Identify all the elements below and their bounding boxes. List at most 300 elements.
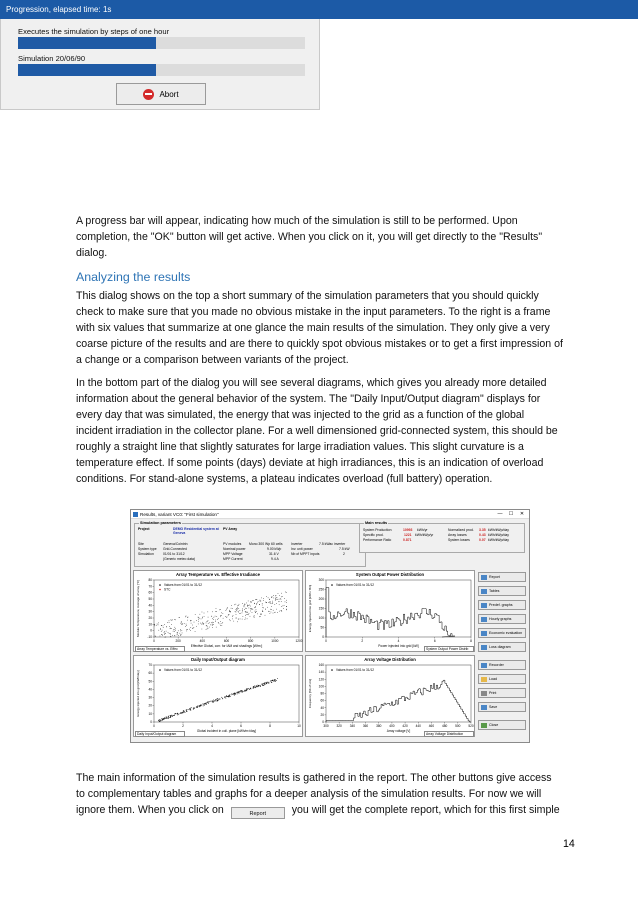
data-point (215, 616, 216, 617)
data-point (191, 707, 192, 708)
chart-select-dropdown[interactable]: Array Voltage Distribution (424, 731, 474, 737)
data-point (177, 634, 178, 635)
data-point (182, 630, 183, 631)
data-point (222, 698, 223, 699)
x-tick-label: 8 (470, 639, 472, 643)
data-point (186, 631, 187, 632)
data-point (255, 612, 256, 613)
site-value: Geneva/Cointrin (163, 542, 188, 546)
tables-button[interactable] (478, 586, 526, 596)
y-tick-label: 250 (318, 587, 324, 592)
project-value: DEMO Residential system at Geneva (173, 527, 219, 535)
loss-diagram-button[interactable] (478, 642, 526, 652)
mpp-voltage-label: MPP Voltage (223, 552, 243, 556)
data-point (184, 712, 185, 713)
y-tick-label: 40 (148, 603, 152, 608)
button-label: Tables (489, 589, 500, 593)
data-point (246, 608, 247, 609)
data-point (259, 616, 260, 617)
button-label: Economic evaluation (489, 631, 523, 635)
data-point (248, 601, 249, 602)
normalized-prod-value: 3.35 (479, 528, 486, 532)
data-point (208, 702, 209, 703)
data-point (162, 634, 163, 635)
data-point (217, 700, 218, 701)
data-point (212, 702, 213, 703)
data-point (247, 689, 248, 690)
hourly-graphs-button[interactable] (478, 614, 526, 624)
data-point (206, 703, 207, 704)
data-point (246, 690, 247, 691)
data-point (215, 621, 216, 622)
x-axis-label: Array voltage [V] (386, 729, 411, 733)
data-point (161, 631, 162, 632)
data-point (242, 610, 243, 611)
data-point (262, 611, 263, 612)
y-tick-label: 80 (148, 578, 152, 582)
y-axis-label: Module Temperature, Average of array [°C] (136, 580, 140, 637)
data-point (167, 717, 168, 718)
data-point (192, 625, 193, 626)
y-tick-label: 10 (148, 711, 152, 716)
y-tick-label: 80 (320, 691, 324, 696)
abort-label: Abort (159, 89, 179, 99)
y-tick-label: 30 (148, 609, 152, 614)
save-button[interactable] (478, 702, 526, 712)
data-point (253, 687, 254, 688)
y-tick-label: 120 (318, 677, 324, 682)
data-point (251, 601, 252, 602)
x-tick-label: 340 (349, 724, 356, 728)
data-point (218, 618, 219, 619)
data-point (242, 691, 243, 692)
minimize-button[interactable]: — (497, 511, 503, 517)
data-point (237, 692, 238, 693)
data-point (276, 603, 277, 604)
data-point (273, 681, 274, 682)
recorder-button[interactable] (478, 660, 526, 670)
data-point (206, 623, 207, 624)
chart-select-dropdown[interactable]: Array Temperature vs. Effec (135, 646, 185, 652)
data-point (233, 621, 234, 622)
data-point (208, 623, 209, 624)
data-point (213, 624, 214, 625)
y-tick-label: 20 (148, 616, 152, 620)
close-button[interactable] (478, 720, 526, 730)
data-point (170, 715, 171, 716)
data-point (227, 617, 228, 618)
data-point (253, 609, 254, 610)
data-point (187, 629, 188, 630)
maximize-button[interactable]: ☐ (508, 511, 514, 517)
data-point (238, 608, 239, 609)
data-point (249, 605, 250, 606)
data-point (175, 628, 176, 629)
data-point (281, 610, 282, 611)
data-point (172, 716, 173, 717)
data-point (171, 716, 172, 717)
y-tick-label: 40 (148, 687, 152, 692)
data-point (190, 627, 191, 628)
x-tick-label: 0 (153, 724, 155, 728)
data-point (281, 606, 282, 607)
data-point (161, 634, 162, 635)
button-label: Loss diagram (489, 645, 511, 649)
data-point (263, 611, 264, 612)
data-point (207, 612, 208, 613)
data-point (186, 624, 187, 625)
data-point (230, 620, 231, 621)
results-window-titlebar (131, 510, 529, 519)
step-description: Executes the simulation by steps of one hour (18, 27, 170, 36)
text-fragment: you will get the complete report, which for this first simple (291, 804, 560, 816)
data-point (209, 627, 210, 628)
data-point (242, 613, 243, 614)
page-number: 14 (563, 838, 575, 850)
data-point (202, 629, 203, 630)
data-point (232, 694, 233, 695)
simulation-label: Simulation (138, 552, 154, 556)
data-point (260, 600, 261, 601)
data-point (174, 631, 175, 632)
x-tick-label: 400 (389, 724, 395, 728)
data-point (244, 609, 245, 610)
data-point (202, 617, 203, 618)
data-point (208, 620, 209, 621)
chart-select-dropdown[interactable]: Daily Input/Output diagram (135, 731, 185, 737)
text-line: A progress bar will appear, indicating how much of the simulation is still to be performed. Upon (76, 215, 518, 227)
inline-report-button: Report (231, 807, 285, 819)
legend-label: Values from 01/01 to 31/12 (164, 583, 203, 587)
data-point (262, 603, 263, 604)
button-label: Print (489, 691, 497, 695)
data-point (213, 619, 214, 620)
simulation-value: 01/01 to 31/12 (163, 552, 185, 556)
data-point (280, 598, 281, 599)
data-point (162, 720, 163, 721)
data-point (213, 701, 214, 702)
data-point (234, 604, 235, 605)
data-point (270, 602, 271, 603)
data-point (181, 712, 182, 713)
data-point (275, 679, 276, 680)
data-point (261, 613, 262, 614)
arrow-icon (481, 645, 487, 650)
system-production-label: System Production (363, 528, 392, 532)
array-losses-label: Array losses (448, 533, 467, 537)
plot-area (154, 580, 299, 637)
x-tick-label: 520 (468, 724, 474, 728)
data-point (196, 620, 197, 621)
data-point (238, 693, 239, 694)
data-point (272, 596, 273, 597)
data-point (215, 620, 216, 621)
data-point (276, 680, 277, 681)
x-tick-label: 800 (248, 639, 254, 643)
array-losses-value: 0.43 (479, 533, 486, 537)
data-point (227, 608, 228, 609)
data-point (172, 716, 173, 717)
y-tick-label: 0 (322, 720, 324, 724)
data-point (177, 633, 178, 634)
data-point (256, 685, 257, 686)
data-point (217, 701, 218, 702)
data-point (184, 623, 185, 624)
data-point (191, 620, 192, 621)
pv-modules-value: Mono 300 Wp 60 cells (249, 542, 283, 546)
close-icon (481, 723, 487, 728)
data-point (166, 627, 167, 628)
data-point (245, 618, 246, 619)
data-point (178, 631, 179, 632)
data-point (212, 618, 213, 619)
close-window-button[interactable]: ✕ (519, 511, 525, 517)
system-production-value: 10993 (403, 528, 413, 532)
data-point (180, 631, 181, 632)
data-point (260, 616, 261, 617)
report-button[interactable] (478, 572, 526, 582)
y-tick-label: 150 (318, 606, 324, 611)
data-point (265, 615, 266, 616)
chart-select-dropdown[interactable]: System Output Power Distrib (424, 646, 474, 652)
load-button[interactable] (478, 674, 526, 684)
y-tick-label: 0 (150, 628, 152, 633)
progress-dialog-title: Progression, elapsed time: 1s (0, 0, 638, 19)
data-point (281, 597, 282, 598)
mppt-inputs-label: Nb of MPPT inputs (291, 552, 320, 556)
data-point (187, 617, 188, 618)
data-point (279, 599, 280, 600)
legend-marker (159, 589, 161, 591)
data-point (225, 698, 226, 699)
data-point (207, 629, 208, 630)
data-point (183, 711, 184, 712)
data-point (164, 631, 165, 632)
button-label: Report (489, 575, 500, 579)
data-point (256, 603, 257, 604)
x-tick-label: 400 (199, 639, 205, 643)
legend-label: Values from 01/01 to 31/12 (336, 583, 375, 587)
y-tick-label: 160 (318, 663, 324, 667)
abort-button[interactable] (116, 83, 206, 105)
data-point (181, 621, 182, 622)
data-point (215, 699, 216, 700)
data-point (216, 699, 217, 700)
data-point (267, 682, 268, 683)
data-point (247, 605, 248, 606)
economic-evaluation-button[interactable] (478, 628, 526, 638)
data-point (238, 619, 239, 620)
data-point (223, 613, 224, 614)
data-point (191, 623, 192, 624)
data-point (277, 612, 278, 613)
x-tick-label: 4 (397, 639, 400, 643)
data-point (262, 607, 263, 608)
predef-graphs-button[interactable] (478, 600, 526, 610)
data-point (203, 703, 204, 704)
array-losses-unit: kWh/kWp/day (488, 533, 509, 537)
x-tick-label: 420 (402, 724, 408, 728)
x-tick-label: 1000 (271, 639, 279, 643)
data-point (237, 607, 238, 608)
data-point (242, 603, 243, 604)
data-point (247, 605, 248, 606)
data-point (206, 704, 207, 705)
data-point (238, 612, 239, 613)
data-point (170, 633, 171, 634)
data-point (206, 629, 207, 630)
data-point (252, 600, 253, 601)
button-label: Predef. graphs (489, 603, 513, 607)
data-point (267, 607, 268, 608)
data-point (183, 712, 184, 713)
x-tick-label: 0 (153, 639, 155, 643)
paragraph-summary (76, 288, 568, 368)
paragraph-report (76, 770, 568, 819)
data-point (175, 713, 176, 714)
data-point (225, 697, 226, 698)
data-point (245, 691, 246, 692)
data-point (237, 609, 238, 610)
data-point (222, 625, 223, 626)
y-axis-label: Energy injected into grid [kWh / Bin] (308, 584, 312, 633)
data-point (169, 717, 170, 718)
data-point (271, 597, 272, 598)
floppy-icon (481, 705, 487, 710)
data-point (169, 621, 170, 622)
mpp-current-label: MPP Current (223, 557, 243, 561)
data-point (254, 617, 255, 618)
data-point (190, 621, 191, 622)
data-point (229, 695, 230, 696)
data-point (255, 612, 256, 613)
data-point (180, 633, 181, 634)
data-point (254, 616, 255, 617)
data-point (207, 627, 208, 628)
data-point (286, 600, 287, 601)
data-point (193, 628, 194, 629)
data-point (277, 678, 278, 679)
data-point (212, 611, 213, 612)
data-point (279, 611, 280, 612)
data-point (247, 612, 248, 613)
nominal-power-value: 9.00 kWp (267, 547, 282, 551)
table-icon (481, 589, 487, 594)
data-point (207, 621, 208, 622)
data-point (210, 625, 211, 626)
data-point (204, 616, 205, 617)
data-point (182, 624, 183, 625)
data-point (243, 616, 244, 617)
data-point (230, 696, 231, 697)
data-point (267, 682, 268, 683)
simulation-parameters-frame (134, 523, 366, 567)
data-point (200, 614, 201, 615)
perf-ratio-value: 0.871 (403, 538, 412, 542)
y-tick-label: 50 (320, 625, 324, 630)
daily-input-output-plot (134, 656, 304, 738)
data-point (270, 603, 271, 604)
text-line: coarse picture of the results and are there to quickly spot obvious mistakes or to get a first impression of (76, 338, 563, 350)
data-point (240, 619, 241, 620)
data-point (241, 692, 242, 693)
data-point (268, 598, 269, 599)
data-point (241, 691, 242, 692)
data-point (277, 597, 278, 598)
data-point (260, 614, 261, 615)
data-point (180, 712, 181, 713)
data-point (266, 602, 267, 603)
data-point (258, 685, 259, 686)
data-point (227, 696, 228, 697)
data-point (182, 623, 183, 624)
x-tick-label: 6 (433, 639, 436, 643)
data-point (165, 633, 166, 634)
specific-prod-value: 1221 (404, 533, 412, 537)
data-point (271, 612, 272, 613)
data-point (197, 707, 198, 708)
step-progress-bar (18, 37, 305, 49)
chart-title: Array Voltage Distribution (364, 657, 416, 662)
button-label: Recorder (489, 663, 504, 667)
mpp-current-value: 9.4 A (271, 557, 279, 561)
data-point (236, 693, 237, 694)
print-button[interactable] (478, 688, 526, 698)
inverter-label: Inverter (291, 542, 303, 546)
specific-prod-unit: kWh/kWp/yr (415, 533, 434, 537)
data-point (204, 613, 205, 614)
data-point (171, 628, 172, 629)
x-tick-label: 440 (415, 724, 421, 728)
data-point (194, 708, 195, 709)
x-tick-label: 8 (269, 724, 271, 728)
data-point (266, 682, 267, 683)
data-point (248, 614, 249, 615)
system-production-unit: kWh/yr (417, 528, 428, 532)
unit-power-label: Inv. unit power (291, 547, 313, 551)
data-point (244, 607, 245, 608)
sim-params-title: Simulation parameters (140, 521, 181, 525)
data-point (214, 701, 215, 702)
data-point (220, 609, 221, 610)
data-point (171, 624, 172, 625)
data-point (276, 598, 277, 599)
data-point (254, 603, 255, 604)
y-tick-label: 40 (320, 705, 324, 710)
data-point (256, 604, 257, 605)
data-point (269, 599, 270, 600)
y-tick-label: 10 (148, 622, 152, 627)
data-point (286, 602, 287, 603)
data-point (232, 619, 233, 620)
data-point (245, 612, 246, 613)
chart-title: Array Temperature vs. Effective Irradiance (176, 572, 260, 577)
data-point (256, 611, 257, 612)
distribution-curve (326, 680, 471, 722)
data-point (158, 623, 159, 624)
data-point (172, 620, 173, 621)
data-point (165, 633, 166, 634)
data-point (190, 709, 191, 710)
data-point (195, 631, 196, 632)
x-tick-label: 360 (362, 724, 369, 728)
x-tick-label: 500 (455, 724, 461, 728)
data-point (268, 611, 269, 612)
y-tick-label: 60 (320, 698, 324, 703)
y-tick-label: 50 (148, 597, 152, 601)
x-axis-label: Global incident in coll. plane [kWh/m²/day] (196, 729, 257, 733)
text-line: information about the general behavior of the system. The "Daily Input/Output diagram" displays for (76, 393, 541, 405)
